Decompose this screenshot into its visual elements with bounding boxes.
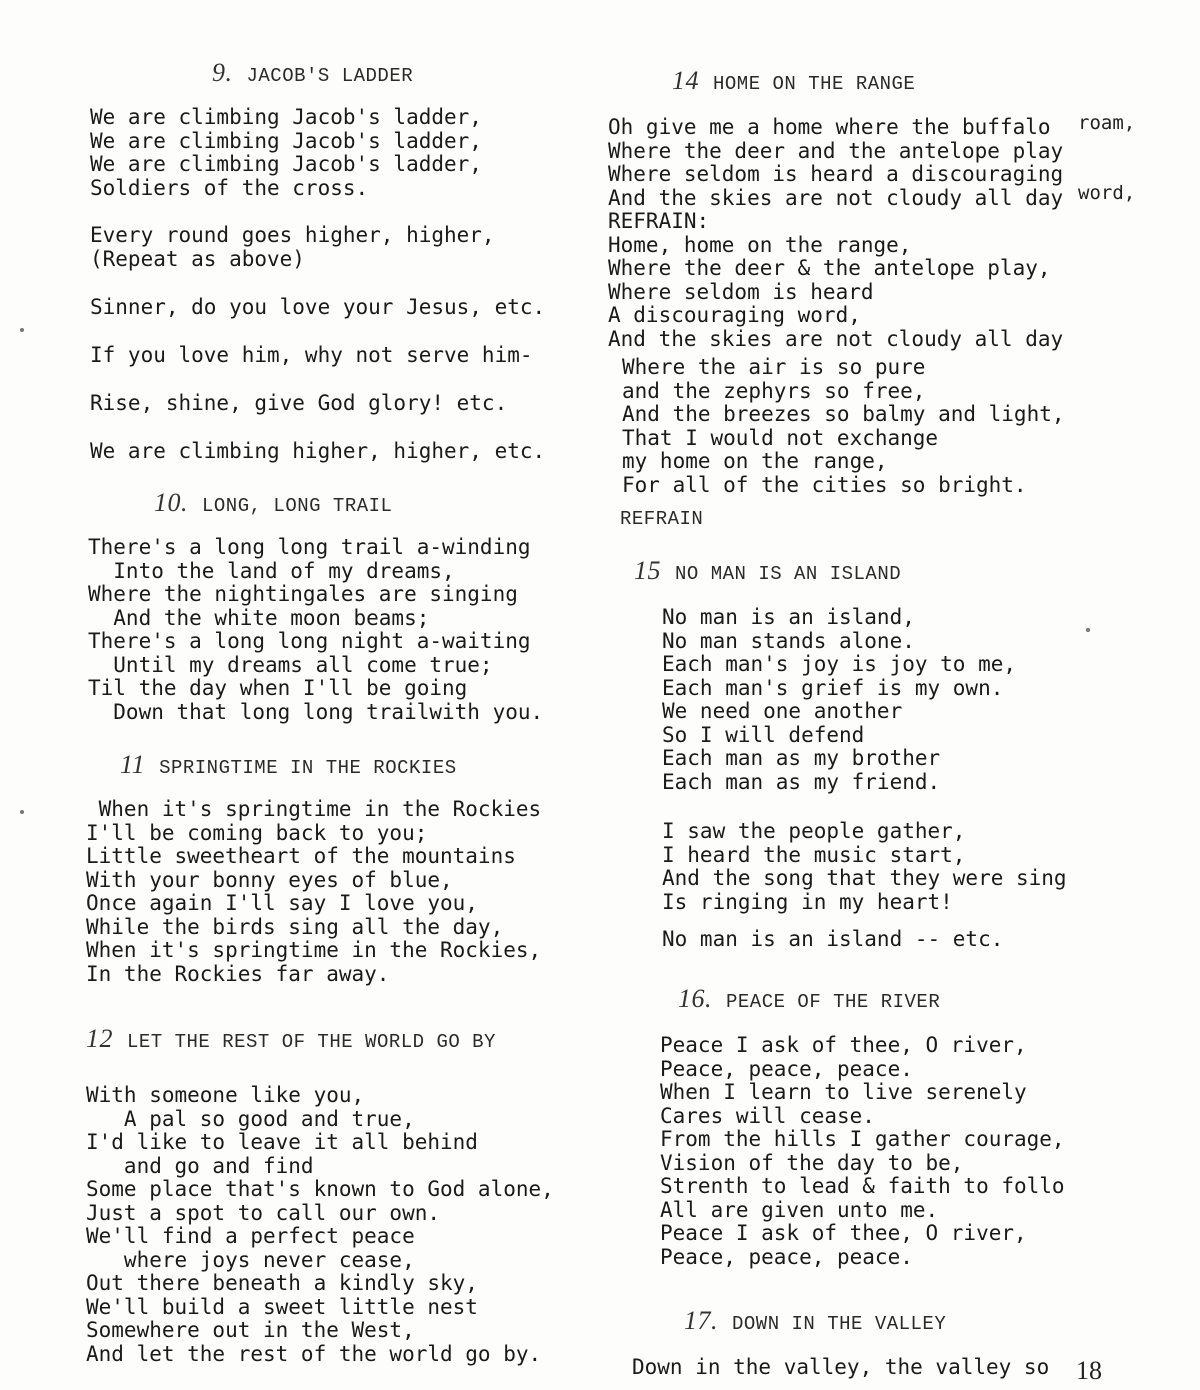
title-text: NO MAN IS AN ISLAND: [675, 563, 902, 585]
lyric-line: Where seldom is heard a discouraging: [608, 162, 1064, 186]
overtyped-word: word,: [1078, 182, 1136, 204]
song-number: 9.: [212, 58, 233, 87]
lyric-line: Is ringing in my heart!: [662, 889, 953, 914]
stanza: [86, 1084, 554, 1366]
song-number: 17.: [684, 1306, 718, 1335]
lyric-line: Peace, peace, peace.: [660, 1056, 913, 1081]
title-text: LET THE REST OF THE WORLD GO BY: [127, 1031, 496, 1053]
lyric-line: We'll find a perfect peace: [86, 1224, 415, 1248]
lyric-line: And the white moon beams;: [88, 605, 430, 630]
stanza: [86, 798, 541, 986]
lyric-line: And let the rest of the world go by.: [86, 1341, 542, 1366]
lyric-line: Where seldom is heard: [608, 279, 874, 304]
lyric-line: We are climbing Jacob's ladder,: [90, 128, 482, 153]
stanza: [88, 536, 543, 724]
stanza: [662, 928, 1003, 952]
lyric-line: Each man's joy is joy to me,: [662, 652, 1017, 676]
stanza: [662, 606, 1016, 794]
lyric-line: When it's springtime in the Rockies,: [86, 938, 542, 962]
lyric-line: Til the day when I'll be going: [88, 676, 468, 700]
title-text: PEACE OF THE RIVER: [726, 991, 941, 1013]
lyric-line: No man stands alone.: [662, 628, 915, 653]
song-title-down-in-the-valley: [684, 1306, 946, 1336]
lyric-line: Down in the valley, the valley so: [632, 1355, 1050, 1379]
song-title-long-trail: [154, 488, 392, 518]
refrain-label: REFRAIN: [620, 508, 704, 530]
lyric-line: Peace I ask of thee, O river,: [660, 1033, 1027, 1057]
lyric-line: Until my dreams all come true;: [88, 652, 493, 677]
lyric-line: Each man's grief is my own.: [662, 675, 1004, 700]
stanza: [90, 296, 545, 320]
lyric-line: With your bonny eyes of blue,: [86, 867, 453, 892]
lyric-line: We are climbing Jacob's ladder,: [90, 105, 482, 129]
stanza: [90, 224, 495, 271]
lyric-line: Strenth to lead & faith to follo: [660, 1174, 1065, 1198]
lyric-line: And the song that they were sing: [662, 866, 1067, 890]
lyric-line: There's a long long night a-waiting: [88, 629, 531, 653]
lyric-line: And the skies are not cloudy all day: [608, 326, 1064, 351]
stanza: [90, 344, 533, 368]
lyric-line: Where the air is so pure: [622, 355, 926, 379]
stanza: [608, 116, 1063, 351]
lyric-line: If you love him, why not serve him-: [90, 343, 533, 367]
lyric-line: And the breezes so balmy and light,: [622, 402, 1065, 426]
lyric-line: my home on the range,: [622, 449, 888, 473]
lyric-line: Home, home on the range,: [608, 232, 912, 257]
refrain-label: REFRAIN:: [608, 209, 710, 233]
lyric-line: We need one another: [662, 699, 903, 723]
lyric-line: For all of the cities so bright.: [622, 472, 1027, 497]
title-text: HOME ON THE RANGE: [713, 73, 916, 95]
stanza: [660, 1034, 1065, 1269]
lyric-line: Where the nightingales are singing: [88, 582, 518, 606]
song-number: 10.: [154, 488, 188, 517]
stanza: [632, 1356, 1049, 1380]
song-title-jacobs-ladder: [212, 58, 413, 88]
lyric-line: And the skies are not cloudy all day: [608, 185, 1064, 210]
lyric-line: and go and find: [86, 1153, 314, 1178]
paper-speck: [1086, 628, 1090, 632]
song-title-springtime: [120, 750, 457, 780]
lyric-line: No man is an island -- etc.: [662, 927, 1004, 951]
stanza: [662, 820, 1067, 914]
lyric-line: I'd like to leave it all behind: [86, 1130, 478, 1154]
lyric-line: Each man as my brother: [662, 746, 941, 770]
lyric-line: Oh give me a home where the buffalo: [608, 115, 1051, 139]
lyric-line: Peace I ask of thee, O river,: [660, 1221, 1027, 1245]
song-number: 16.: [678, 984, 712, 1013]
lyric-line: Every round goes higher, higher,: [90, 223, 495, 247]
lyric-line: Peace, peace, peace.: [660, 1244, 913, 1269]
lyric-line: Sinner, do you love your Jesus, etc.: [90, 295, 546, 319]
lyric-line: Once again I'll say I love you,: [86, 891, 478, 915]
lyric-line: When I learn to live serenely: [660, 1080, 1027, 1104]
song-number: 11: [120, 750, 146, 779]
lyric-line: With someone like you,: [86, 1083, 365, 1107]
lyric-line: Just a spot to call our own.: [86, 1200, 441, 1225]
lyric-line: From the hills I gather courage,: [660, 1127, 1065, 1151]
lyric-line: We are climbing higher, higher, etc.: [90, 439, 546, 463]
lyric-line: (Repeat as above): [90, 246, 305, 271]
lyric-line: When it's springtime in the Rockies: [86, 797, 542, 821]
lyric-line: Cares will cease.: [660, 1103, 875, 1128]
lyric-line: Into the land of my dreams,: [88, 558, 455, 583]
stanza: [90, 106, 482, 200]
title-text: DOWN IN THE VALLEY: [732, 1313, 947, 1335]
title-text: LONG, LONG TRAIL: [202, 495, 393, 517]
lyric-line: That I would not exchange: [622, 425, 939, 450]
lyric-line: Out there beneath a kindly sky,: [86, 1271, 478, 1295]
song-number: 14: [672, 66, 699, 95]
lyric-line: There's a long long trail a-winding: [88, 535, 531, 559]
song-number: 12: [86, 1024, 113, 1053]
song-title-no-man-is-an-island: [634, 556, 901, 586]
page-number: 18: [1076, 1356, 1102, 1385]
title-text: JACOB'S LADDER: [246, 65, 414, 87]
lyric-line: Somewhere out in the West,: [86, 1318, 415, 1342]
lyric-line: We'll build a sweet little nest: [86, 1294, 478, 1319]
lyric-line: A pal so good and true,: [86, 1106, 415, 1131]
lyric-line: All are given unto me.: [660, 1197, 939, 1222]
song-title-rest-of-world: [86, 1024, 496, 1054]
song-title-peace-of-the-river: [678, 984, 940, 1014]
overtyped-word: roam,: [1078, 112, 1136, 134]
lyric-line: I'll be coming back to you;: [86, 820, 428, 845]
paper-speck: [20, 328, 24, 332]
song-number: 15: [634, 556, 661, 585]
lyric-line: A discouraging word,: [608, 303, 861, 327]
lyric-line: So I will defend: [662, 722, 865, 747]
lyric-line: Soldiers of the cross.: [90, 175, 369, 200]
lyric-line: Little sweetheart of the mountains: [86, 844, 516, 868]
lyric-line: Where the deer and the antelope play: [608, 138, 1064, 163]
stanza: [90, 392, 507, 416]
lyric-line: I saw the people gather,: [662, 819, 966, 843]
lyric-line: In the Rockies far away.: [86, 961, 390, 986]
lyric-line: Each man as my friend.: [662, 769, 941, 794]
lyric-line: Vision of the day to be,: [660, 1150, 964, 1175]
lyric-line: No man is an island,: [662, 605, 915, 629]
lyric-line: Down that long long trailwith you.: [88, 699, 544, 724]
stanza: [90, 440, 545, 464]
lyric-line: While the birds sing all the day,: [86, 914, 504, 939]
song-title-home-on-the-range: [672, 66, 915, 96]
stanza: [622, 356, 1065, 497]
paper-speck: [20, 810, 24, 814]
lyric-line: I heard the music start,: [662, 842, 966, 867]
title-text: SPRINGTIME IN THE ROCKIES: [159, 757, 457, 779]
lyric-line: Where the deer & the antelope play,: [608, 256, 1051, 280]
lyric-line: Rise, shine, give God glory! etc.: [90, 391, 508, 415]
lyric-line: We are climbing Jacob's ladder,: [90, 152, 482, 176]
lyric-line: where joys never cease,: [86, 1247, 415, 1272]
lyric-line: Some place that's known to God alone,: [86, 1177, 554, 1201]
lyric-line: and the zephyrs so free,: [622, 378, 926, 403]
